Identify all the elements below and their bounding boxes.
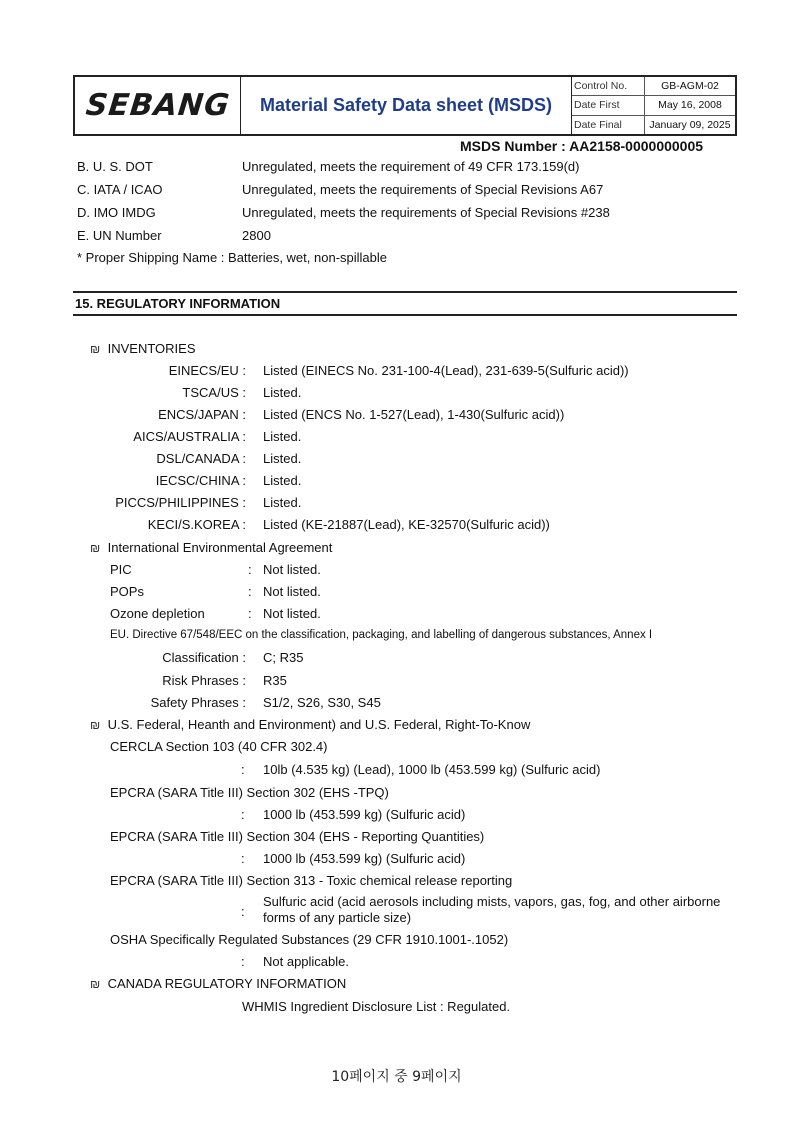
- inventories-heading: [90, 341, 196, 356]
- logo-cell: [75, 77, 241, 134]
- inventory-value: Listed.: [263, 451, 302, 466]
- section-heading: 15. REGULATORY INFORMATION: [73, 291, 737, 316]
- colon: :: [241, 762, 245, 777]
- us-reg-label: CERCLA Section 103 (40 CFR 302.4): [110, 739, 328, 754]
- colon: :: [248, 606, 252, 621]
- us-reg-label: EPCRA (SARA Title III) Section 304 (EHS - Reporting Quantities): [110, 829, 485, 844]
- us-reg-value: Sulfuric acid (acid aerosols including mists, vapors, gas, fog, and other airborne: [263, 894, 721, 909]
- page-footer: 10페이지 중 9페이지: [331, 1069, 462, 1085]
- agreement-label: Ozone depletion: [110, 606, 205, 621]
- inventory-value: Listed (EINECS No. 231-100-4(Lead), 231-639-5(Sulfuric acid)): [263, 363, 629, 378]
- shipping-name: * Proper Shipping Name : Batteries, wet, non-spillable: [77, 250, 387, 265]
- inventory-value: Listed (ENCS No. 1-527(Lead), 1-430(Sulfuric acid)): [263, 407, 565, 422]
- meta-value: GB-AGM-02: [661, 80, 719, 93]
- eu-value: R35: [263, 673, 287, 688]
- inventory-value: Listed.: [263, 385, 302, 400]
- transport-value: Unregulated, meets the requirement of 49 CFR 173.159(d): [242, 159, 580, 174]
- msds-number: MSDS Number : AA2158-0000000005: [460, 138, 704, 154]
- document-title: Material Safety Data sheet (MSDS): [259, 95, 553, 115]
- bullet-icon: ₪: [90, 541, 101, 555]
- meta-value: May 16, 2008: [658, 99, 722, 112]
- canada-heading: [90, 976, 346, 991]
- inventory-label: ENCS/JAPAN :: [158, 407, 246, 422]
- heading-text: International Environmental Agreement: [107, 540, 333, 555]
- us-reg-label: OSHA Specifically Regulated Substances (29 CFR 1910.1001-.1052): [110, 932, 509, 947]
- transport-label: D. IMO IMDG: [77, 205, 156, 220]
- eu-directive-text: EU. Directive 67/548/EEC on the classification, packaging, and labelling of dangerous substances, Annex I: [110, 629, 653, 641]
- inventory-value: Listed.: [263, 429, 302, 444]
- us-reg-value-cont: forms of any particle size): [263, 910, 412, 925]
- colon: :: [241, 807, 245, 822]
- inventory-value: Listed.: [263, 473, 302, 488]
- eu-value: S1/2, S26, S30, S45: [263, 695, 381, 710]
- company-logo: SEBANG: [83, 88, 232, 123]
- heading-text: INVENTORIES: [107, 341, 196, 356]
- eu-label: Risk Phrases :: [162, 673, 246, 688]
- agreement-label: PIC: [110, 562, 132, 577]
- env-agreement-heading: [90, 540, 332, 555]
- colon: :: [241, 904, 245, 919]
- document-header: [73, 75, 737, 136]
- inventory-label: DSL/CANADA :: [156, 451, 246, 466]
- agreement-label: POPs: [110, 584, 144, 599]
- inventory-value: Listed (KE-21887(Lead), KE-32570(Sulfuric acid)): [263, 517, 550, 532]
- title-cell: [241, 77, 572, 134]
- transport-value: 2800: [242, 228, 271, 243]
- eu-value: C; R35: [263, 650, 304, 665]
- meta-row-date-first: [572, 96, 735, 115]
- inventory-label: AICS/AUSTRALIA :: [133, 429, 246, 444]
- inventory-label: TSCA/US :: [182, 385, 246, 400]
- inventory-label: KECI/S.KOREA :: [147, 517, 246, 532]
- eu-label: Classification :: [162, 650, 246, 665]
- us-reg-value: Not applicable.: [263, 954, 349, 969]
- colon: :: [241, 851, 245, 866]
- agreement-value: Not listed.: [263, 606, 321, 621]
- meta-value: January 09, 2025: [649, 118, 731, 131]
- eu-label: Safety Phrases :: [150, 695, 246, 710]
- heading-text: U.S. Federal, Heanth and Environment) and U.S. Federal, Right-To-Know: [107, 717, 531, 732]
- us-reg-value: 10lb (4.535 kg) (Lead), 1000 lb (453.599 kg) (Sulfuric acid): [263, 762, 601, 777]
- bullet-icon: ₪: [90, 977, 101, 991]
- inventory-label: EINECS/EU :: [168, 363, 246, 378]
- meta-label: Date First: [572, 96, 645, 114]
- inventory-label: IECSC/CHINA :: [155, 473, 246, 488]
- us-federal-heading: [90, 717, 530, 732]
- transport-label: E. UN Number: [77, 228, 162, 243]
- meta-label: Date Final: [572, 116, 645, 134]
- transport-label: C. IATA / ICAO: [77, 182, 163, 197]
- transport-value: Unregulated, meets the requirements of Special Revisions A67: [242, 182, 604, 197]
- meta-row-date-final: [572, 116, 735, 134]
- meta-table: [572, 77, 735, 134]
- canada-text: WHMIS Ingredient Disclosure List : Regulated.: [242, 999, 511, 1014]
- us-reg-label: EPCRA (SARA Title III) Section 302 (EHS -TPQ): [110, 785, 389, 800]
- heading-text: CANADA REGULATORY INFORMATION: [107, 976, 347, 991]
- us-reg-label: EPCRA (SARA Title III) Section 313 - Toxic chemical release reporting: [110, 873, 513, 888]
- colon: :: [248, 562, 252, 577]
- bullet-icon: ₪: [90, 342, 101, 356]
- meta-label: Control No.: [572, 77, 645, 95]
- transport-value: Unregulated, meets the requirements of Special Revisions #238: [242, 205, 610, 220]
- colon: :: [248, 584, 252, 599]
- colon: :: [241, 954, 245, 969]
- meta-row-control: [572, 77, 735, 96]
- inventory-value: Listed.: [263, 495, 302, 510]
- inventory-label: PICCS/PHILIPPINES :: [115, 495, 246, 510]
- bullet-icon: ₪: [90, 718, 101, 732]
- agreement-value: Not listed.: [263, 562, 321, 577]
- agreement-value: Not listed.: [263, 584, 321, 599]
- us-reg-value: 1000 lb (453.599 kg) (Sulfuric acid): [263, 851, 466, 866]
- transport-label: B. U. S. DOT: [77, 159, 153, 174]
- us-reg-value: 1000 lb (453.599 kg) (Sulfuric acid): [263, 807, 466, 822]
